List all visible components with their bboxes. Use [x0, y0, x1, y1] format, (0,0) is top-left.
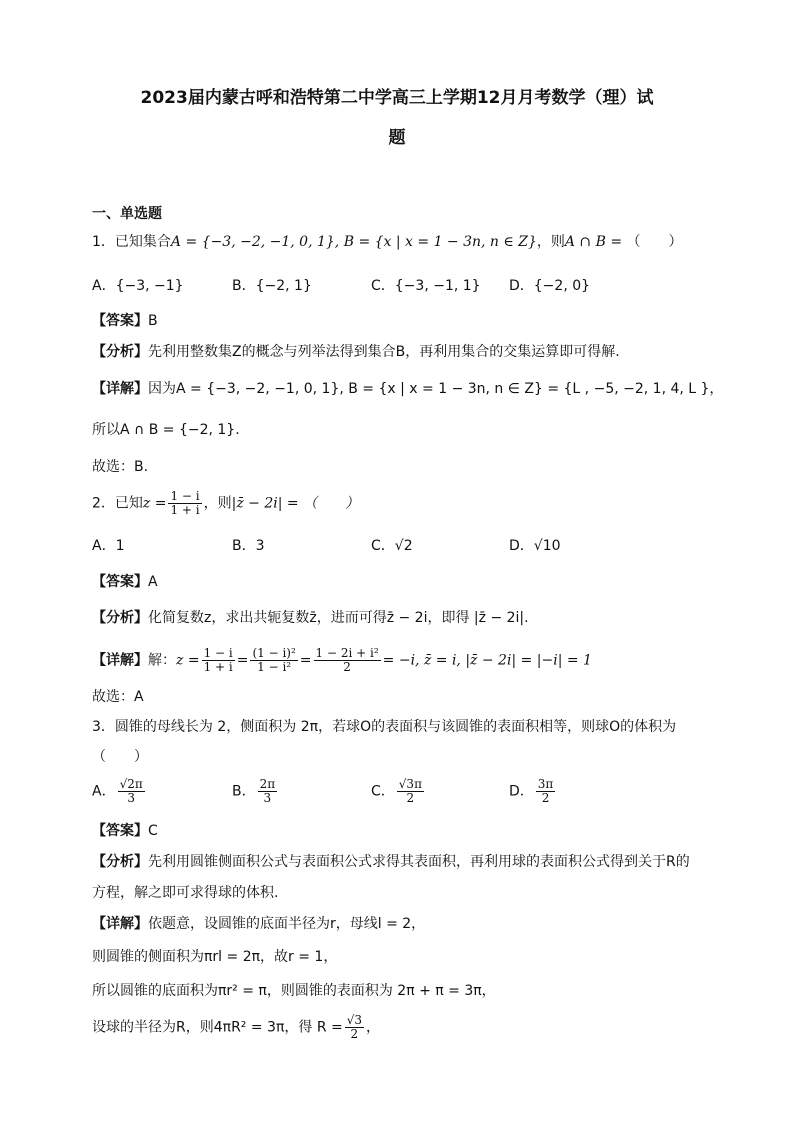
detail-text: 因为A = {−3, −2, −1, 0, 1}, B = {x | x = 1 − 3n, n ∈ Z} = {L , −5, −2, 1, 4, L }， [148, 381, 724, 397]
option-letter: A． [92, 783, 116, 800]
fraction-numerator: √2π [119, 777, 143, 791]
fraction-numerator: 2π [259, 777, 276, 791]
option-letter: D． [509, 783, 534, 800]
option-letter: B． [232, 783, 256, 800]
option-letter: C． [371, 783, 395, 800]
fraction-numerator: 1 − 2i + i² [315, 646, 379, 660]
fraction-numerator: (1 − i)² [252, 646, 296, 660]
question-1-answer [92, 312, 158, 330]
question-2-mid: ，则 [203, 495, 232, 512]
question-2-number: 2． [92, 495, 115, 512]
question-3-text: 圆锥的母线长为 2，侧面积为 2π，若球O的表面积与该圆锥的表面积相等，则球O的体积为 [114, 719, 677, 735]
fraction-denominator: 2 [541, 791, 550, 805]
question-2-analysis [92, 609, 529, 627]
question-3-detail-2: 则圆锥的侧面积为πrl = 2π，故r = 1， [92, 949, 338, 965]
option-fraction [118, 778, 145, 805]
question-1-option-d: D．{−2, 0} [509, 278, 591, 294]
option-fraction [536, 778, 556, 805]
question-3-option-b [232, 778, 279, 805]
question-1-option-b: B．{−2, 1} [232, 278, 312, 294]
detail-prefix: 解： [148, 652, 176, 669]
detail-4-fraction [345, 1014, 364, 1041]
fraction-denominator: 2 [343, 660, 351, 674]
detail-label: 【详解】 [92, 381, 148, 397]
question-3-option-c [371, 778, 426, 805]
detail-z: z = [176, 652, 200, 669]
answer-label: 【答案】 [92, 574, 148, 590]
question-1-expr: A ∩ B [564, 234, 606, 250]
detail-text: 依题意，设圆锥的底面半径为r，母线l = 2， [148, 916, 426, 932]
question-1-analysis [92, 343, 620, 361]
question-2 [92, 490, 359, 517]
detail-label: 【详解】 [92, 916, 148, 932]
question-1-detail-2: 所以A ∩ B = {−2, 1}. [92, 422, 240, 438]
question-1-option-c: C．{−3, −1, 1} [371, 278, 481, 294]
equals-sign: = [236, 652, 249, 669]
fraction-denominator: 1 + i [170, 503, 200, 517]
question-2-option-c: C．√2 [371, 538, 413, 554]
question-3-detail-3: 所以圆锥的底面积为πr² = π，则圆锥的表面积为 2π + π = 3π， [92, 983, 496, 999]
fraction-numerator: √3π [398, 777, 422, 791]
document-title-line-2: 题 [388, 128, 406, 148]
question-2-option-d: D．√10 [509, 538, 561, 554]
detail-label: 【详解】 [92, 652, 148, 669]
answer-value: B [148, 313, 158, 329]
detail-fraction-2 [250, 647, 297, 674]
answer-value: A [148, 574, 158, 590]
analysis-text: 先利用圆锥侧面积公式与表面积公式求得其表面积，再利用球的表面积公式得到关于R的 [148, 854, 690, 870]
detail-4-suffix: ， [366, 1019, 381, 1036]
document-title-line-1: 2023届内蒙古呼和浩特第二中学高三上学期12月月考数学（理）试 [140, 88, 654, 108]
question-1-detail [92, 380, 723, 398]
question-1-sets: A = {−3, −2, −1, 0, 1}, B = {x | x = 1 − 3n, n ∈ Z} [170, 234, 537, 250]
answer-value: C [148, 823, 158, 839]
question-3-text-2: （ ） [92, 749, 148, 765]
question-2-fraction [168, 490, 201, 517]
answer-label: 【答案】 [92, 823, 148, 839]
fraction-numerator: 3π [537, 777, 554, 791]
detail-fraction-3 [314, 647, 381, 674]
question-3-option-d [509, 778, 557, 805]
fraction-denominator: 3 [127, 791, 135, 805]
fraction-denominator: 3 [263, 791, 272, 805]
analysis-text: 先利用整数集Z的概念与列举法得到集合B，再利用集合的交集运算即可得解. [148, 344, 620, 360]
analysis-label: 【分析】 [92, 344, 148, 360]
option-fraction [397, 778, 424, 805]
question-3-analysis-2: 方程，解之即可求得球的体积. [92, 885, 279, 901]
question-2-option-b: B．3 [232, 538, 265, 554]
detail-fraction-1 [202, 647, 235, 674]
question-1 [92, 233, 683, 251]
detail-4-prefix: 设球的半径为R，则4πR² = 3π，得 R = [92, 1019, 343, 1036]
section-heading: 一、单选题 [92, 206, 162, 222]
fraction-denominator: 2 [350, 1027, 359, 1041]
question-3 [92, 718, 676, 736]
question-3-number: 3． [92, 719, 115, 735]
question-1-prefix: 已知集合 [114, 234, 171, 250]
question-3-detail [92, 915, 425, 933]
question-2-abs: |z̄ − 2i| = （ ） [231, 495, 360, 512]
analysis-label: 【分析】 [92, 610, 148, 626]
analysis-label: 【分析】 [92, 854, 148, 870]
question-1-suffix: ，则 [536, 234, 565, 250]
equals-sign: = [299, 652, 312, 669]
question-1-option-a: A．{−3, −1} [92, 278, 184, 294]
fraction-denominator: 1 + i [203, 660, 233, 674]
answer-label: 【答案】 [92, 313, 148, 329]
option-fraction [258, 778, 278, 805]
fraction-numerator: 1 − i [170, 489, 200, 503]
question-1-tail: = （ ） [605, 234, 683, 250]
analysis-text: 化简复数z，求出共轭复数z̄，进而可得z̄ − 2i，即得 |z̄ − 2i|. [148, 610, 529, 626]
question-3-option-a [92, 778, 147, 805]
question-3-detail-4 [92, 1014, 380, 1041]
question-2-conclusion: 故选：A [92, 689, 144, 705]
question-1-number: 1． [92, 234, 115, 250]
question-1-conclusion: 故选：B. [92, 459, 149, 475]
question-3-answer [92, 822, 158, 840]
fraction-numerator: √3 [346, 1013, 363, 1027]
question-2-answer [92, 573, 158, 591]
question-2-detail [92, 647, 592, 674]
question-2-option-a: A．1 [92, 538, 125, 554]
fraction-denominator: 1 − i² [257, 660, 292, 674]
detail-rest: = −i, z̄ = i, |z̄ − 2i| = |−i| = 1 [382, 652, 592, 669]
question-2-z: z = [142, 495, 167, 512]
question-3-analysis [92, 853, 690, 871]
question-2-prefix: 已知 [114, 495, 143, 512]
fraction-denominator: 2 [406, 791, 415, 805]
fraction-numerator: 1 − i [203, 646, 233, 660]
